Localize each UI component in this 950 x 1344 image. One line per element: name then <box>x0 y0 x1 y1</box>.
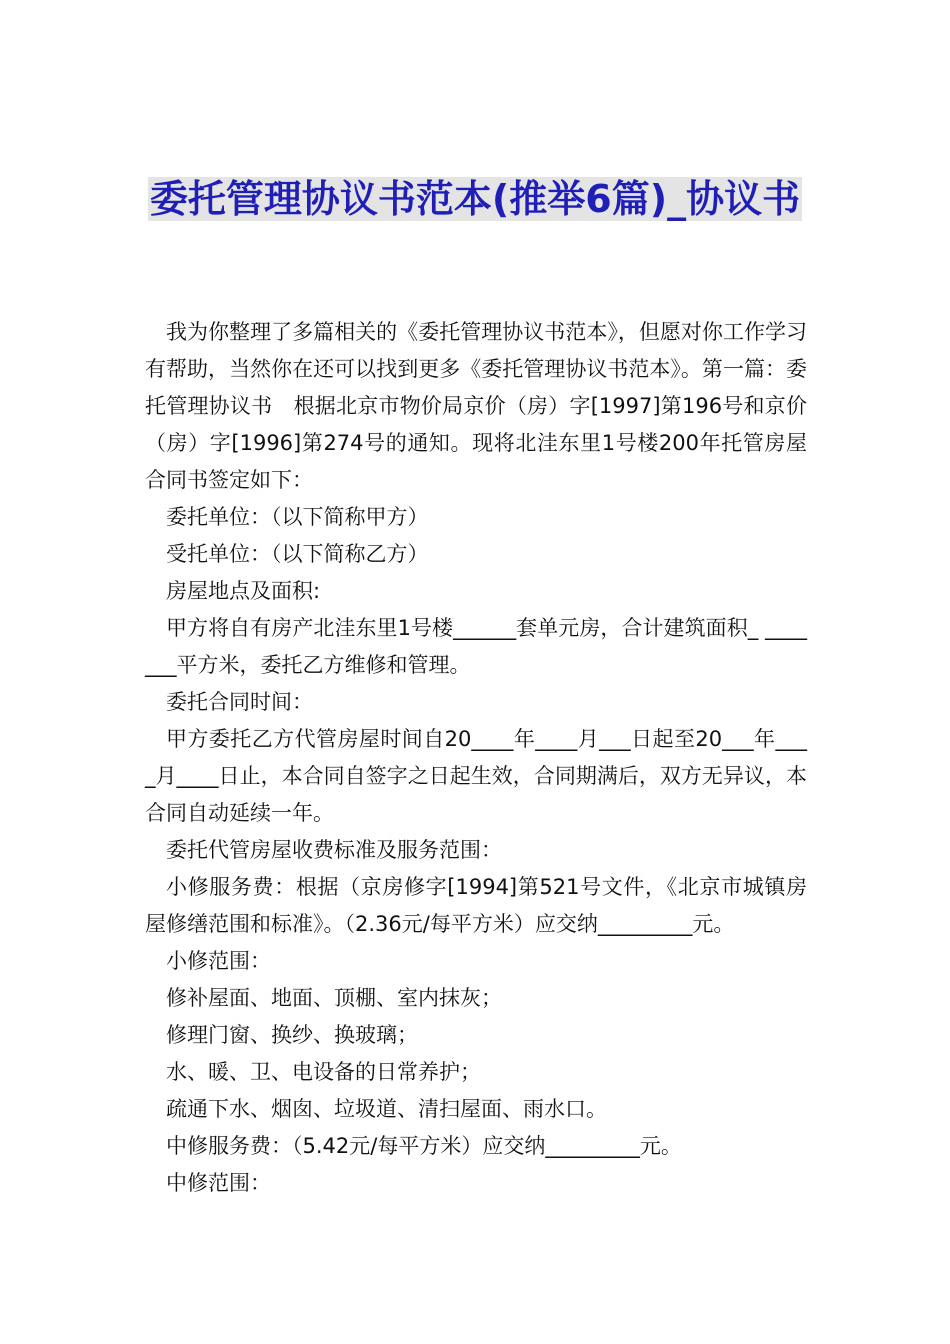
list-item-minor-1: 修补屋面、地面、顶棚、室内抹灰； <box>166 986 502 1010</box>
paragraph-client: 委托单位：（以下简称甲方） <box>166 505 429 529</box>
paragraph-medium-fee: 中修服务费：（5.42元/每平方米）应交纳_________元。 <box>166 1134 682 1158</box>
paragraph-medium-scope-heading: 中修范围： <box>166 1171 271 1195</box>
paragraph-minor-fee: 小修服务费：根据（京房修字[1994]第521号文件，《北京市城镇房屋修缮范围和标准》。（2.36元/每平方米）应交纳_________元。 <box>145 875 807 936</box>
document-title-text: 委托管理协议书范本(推举6篇)_协议书 <box>149 177 801 221</box>
paragraph-term: 甲方委托乙方代管房屋时间自20____年____月___日起至20___年____月____日止，本合同自签字之日起生效，合同期满后，双方无异议，本合同自动延续一年。 <box>145 727 807 825</box>
paragraph-fees-heading: 委托代管房屋收费标准及服务范围： <box>166 838 502 862</box>
list-item-minor-3: 水、暖、卫、电设备的日常养护； <box>166 1060 481 1084</box>
document-title <box>145 172 805 226</box>
paragraph-location-heading: 房屋地点及面积: <box>166 579 321 603</box>
document-body <box>145 314 807 1202</box>
list-item-minor-4: 疏通下水、烟囱、垃圾道、清扫屋面、雨水口。 <box>166 1097 607 1121</box>
paragraph-location: 甲方将自有房产北洼东里1号楼______套单元房，合计建筑面积_ _______平方米，委托乙方维修和管理。 <box>145 616 807 677</box>
list-item-minor-2: 修理门窗、换纱、换玻璃； <box>166 1023 418 1047</box>
paragraph-term-heading: 委托合同时间： <box>166 690 313 714</box>
paragraph-intro: 我为你整理了多篇相关的《委托管理协议书范本》，但愿对你工作学习有帮助，当然你在还可以找到更多《委托管理协议书范本》。第一篇：委托管理协议书 根据北京市物价局京价（房）字[1997]第196号和京价（房）字[1996]第274号的通知。现将北洼东里1号楼200年托管房屋合同书签定如下： <box>145 320 807 492</box>
paragraph-trustee: 受托单位：（以下简称乙方） <box>166 542 429 566</box>
paragraph-minor-scope-heading: 小修范围： <box>166 949 271 973</box>
